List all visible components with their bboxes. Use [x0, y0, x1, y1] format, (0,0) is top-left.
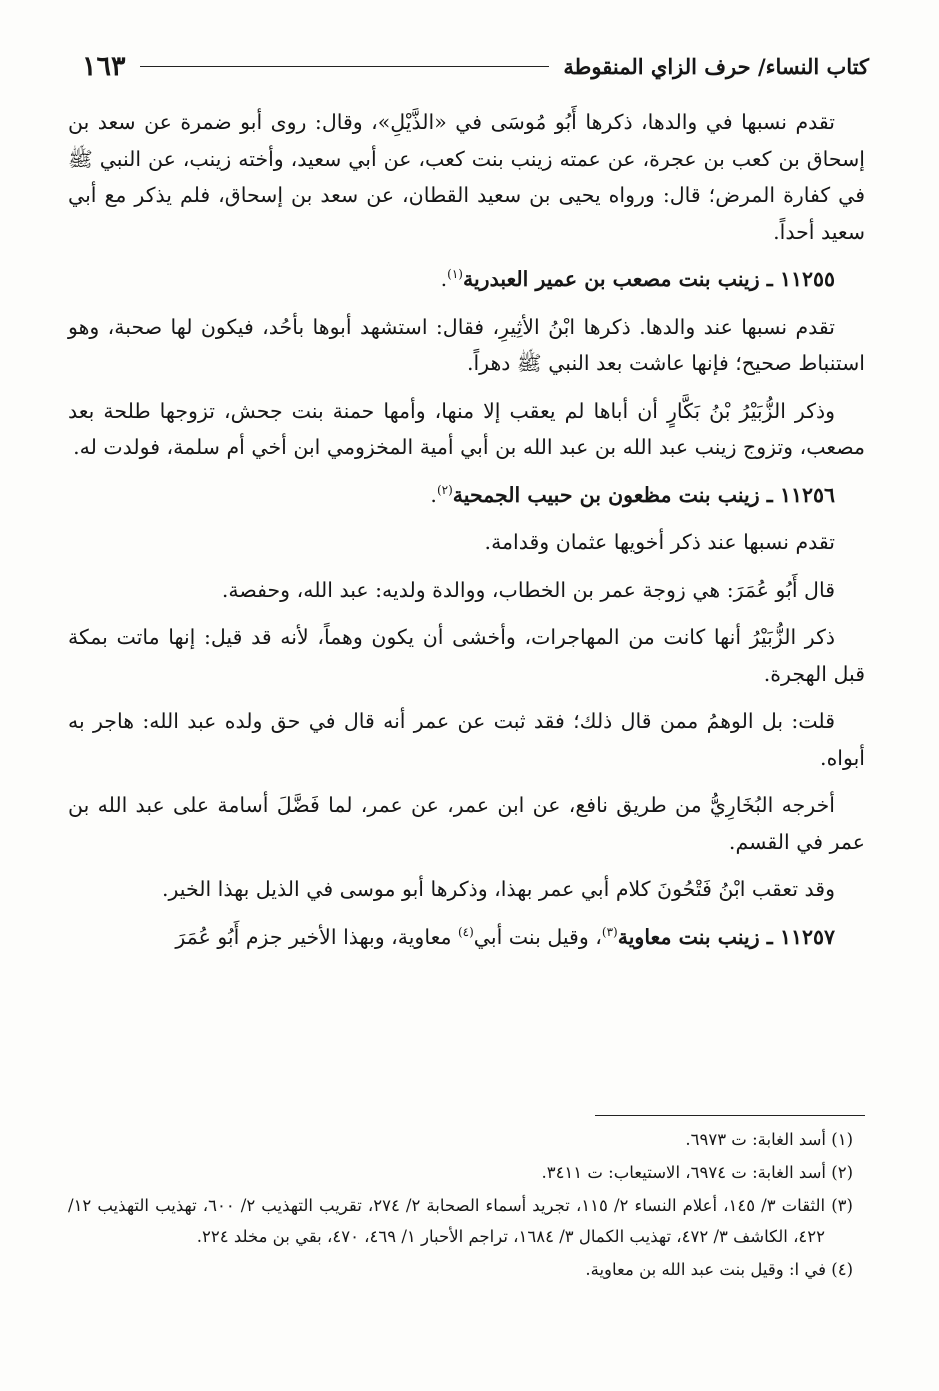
entry-11256 — [68, 477, 865, 514]
entry-heading: ١١٢٥٧ ـ زينب بنت معاوية — [617, 924, 835, 949]
footnote: (٣) الثقات ٣/ ١٤٥، أعلام النساء ٢/ ١١٥، تجريد أسماء الصحابة ٢/ ٢٧٤، تقريب التهذيب ٢/ ٦٠٠، تهذيب التهذيب ١٢/ ٤٢٢، الكاشف ٣/ ٤٧٢، تهذيب الكمال ٣/ ١٦٨٤، تراجم الأحبار ١/ ٤٦٩، ٤٧٠، بقي بن مخلد ٢٢٤. — [68, 1196, 853, 1246]
paragraph: قلت: بل الوهمُ ممن قال ذلك؛ فقد ثبت عن عمر أنه قال في حق ولده عبد الله: هاجر به أبواه. — [68, 709, 865, 770]
footnotes — [68, 1124, 853, 1287]
paragraph: تقدم نسبها عند والدها. ذكرها ابْنُ الأثِيرِ، فقال: استشهد أبوها بأحُد، فيكون لها صحبة، وهو استنباط صحيح؛ فإنها عاشت بعد النبي ﷺ دهراً. — [68, 314, 865, 375]
book-title: كتاب النساء/ حرف الزاي المنقوطة — [563, 53, 869, 79]
paragraph: تقدم نسبها عند ذكر أخويها عثمان وقدامة. — [484, 530, 835, 554]
paragraph: قال أَبُو عُمَرَ: هي زوجة عمر بن الخطاب، ووالدة ولديه: عبد الله، وحفصة. — [221, 577, 835, 602]
entry-tail: . — [440, 267, 448, 291]
footnote-ref: (٢) — [436, 482, 453, 497]
entry-heading: ١١٢٥٦ ـ زينب بنت مظعون بن حبيب الجمحية — [452, 482, 835, 507]
entry-mid: ، وقيل بنت أبي — [473, 924, 602, 949]
footnote-ref: (٣) — [601, 924, 618, 939]
entry-11257 — [68, 919, 865, 956]
footnote-separator — [595, 1115, 865, 1116]
footnote: (٤) في ا: وقيل بنت عبد الله بن معاوية. — [585, 1260, 853, 1279]
footnote-ref: (١) — [447, 267, 463, 282]
footnote: (٢) أسد الغابة: ت ٦٩٧٤، الاستيعاب: ت ٣٤١١. — [541, 1163, 853, 1182]
main-text — [68, 104, 865, 966]
page-number: ١٦٣ — [82, 50, 126, 82]
paragraph: أخرجه البُخَارِيُّ من طريق نافع، عن ابن عمر، عن عمر، لما فَضَّلَ أسامة على عبد الله بن عمر في القسم. — [68, 793, 865, 854]
footnote-ref: (٤) — [457, 924, 474, 939]
header-rule — [140, 66, 550, 67]
paragraph: تقدم نسبها في والدها، ذكرها أَبُو مُوسَى في «الذَّيْلِ»، وقال: روى أبو ضمرة عن سعد بن إسحاق بن كعب بن عجرة، عن عمته زينب بنت كعب، عن أبي سعيد، وأخته زينب، عن النبي ﷺ في كفارة المرض؛ قال: ورواه يحيى بن سعيد القطان، عن سعد بن إسحاق، فلم يذكر مع أبي سعيد أحداً. — [68, 110, 865, 244]
paragraph: وقد تعقب ابْنُ فَتْحُونَ كلام أبي عمر بهذا، وذكرها أبو موسى في الذيل بهذا الخير. — [161, 877, 835, 901]
entry-tail: معاوية، وبهذا الأخير جزم أَبُو عُمَرَ — [175, 924, 458, 949]
running-header — [82, 46, 869, 86]
entry-11255 — [68, 261, 865, 298]
entry-heading: ١١٢٥٥ ـ زينب بنت مصعب بن عمير العبدرية — [462, 267, 835, 291]
paragraph: وذكر الزُّبَيْرُ بْنُ بَكَّارٍ أن أباها لم يعقب إلا منها، وأمها حمنة بنت جحش، تزوجها طلحة بعد مصعب، وتزوج زينب عبد الله بن عبد الله بن أبي أمية المخزومي ابن أخي أم سلمة، فولدت له. — [68, 398, 865, 459]
footnote: (١) أسد الغابة: ت ٦٩٧٣. — [685, 1130, 853, 1149]
paragraph: ذكر الزُّبَيْرُ أنها كانت من المهاجرات، وأخشى أن يكون وهماً، لأنه قد قيل: إنها ماتت بمكة قبل الهجرة. — [68, 625, 865, 686]
entry-tail: . — [430, 482, 437, 507]
